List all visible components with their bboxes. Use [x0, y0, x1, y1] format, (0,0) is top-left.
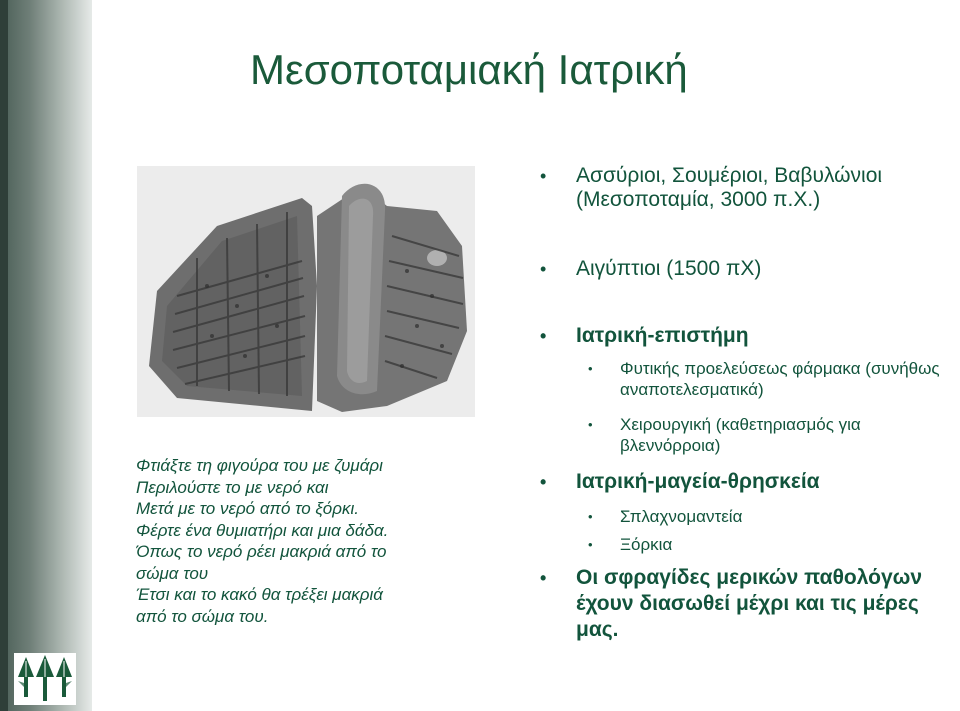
quote-line: Περιλούστε το με νερό και [136, 477, 329, 497]
bullet-egyptians: • Αιγύπτιοι (1500 πΧ) [540, 257, 950, 281]
sub-bullet-haruspicy: • Σπλαχνομαντεία [588, 506, 950, 527]
sub-bullet-herbal-drugs: • Φυτικής προελεύσεως φάρμακα (συνήθως αναποτελεσματικά) [588, 358, 950, 400]
bullet-mesopotamians: • Ασσύριοι, Σουμέριοι, Βαβυλώνιοι (Μεσοποταμία, 3000 π.Χ.) [540, 164, 950, 212]
quote-line: Έτσι και το κακό θα τρέξει μακριά [136, 585, 384, 604]
bullet-physician-seals: • Οι σφραγίδες μερικών παθολόγων έχουν διασωθεί μέχρι και τις μέρες μας. [540, 565, 950, 643]
incantation-quote [136, 455, 476, 627]
bullet-medicine-science: • Ιατρική-επιστήμη [540, 324, 950, 348]
left-decorative-bar [0, 0, 92, 711]
sub-bullet-spells: • Ξόρκια [588, 534, 950, 555]
quote-line: Όπως το νερό ρέει μακριά από το [136, 542, 387, 561]
sub-bullet-surgery: • Χειρουργική (καθετηριασμός για βλεννόρροια) [588, 414, 950, 456]
quote-line: Μετά με το νερό από το ξόρκι. [136, 499, 359, 518]
cuneiform-tablet-image [137, 166, 475, 417]
quote-line: Φτιάξτε τη φιγούρα του με ζυμάρι [136, 456, 383, 475]
university-logo [14, 653, 76, 705]
bullet-medicine-magic-religion: • Ιατρική-μαγεία-θρησκεία [540, 470, 950, 494]
quote-line: σώμα του [136, 563, 209, 583]
quote-line: από το σώμα του. [136, 606, 269, 626]
slide-title: Μεσοποταμιακή Ιατρική [250, 46, 688, 93]
quote-line: Φέρτε ένα θυμιατήρι και μια δάδα. [136, 520, 389, 540]
